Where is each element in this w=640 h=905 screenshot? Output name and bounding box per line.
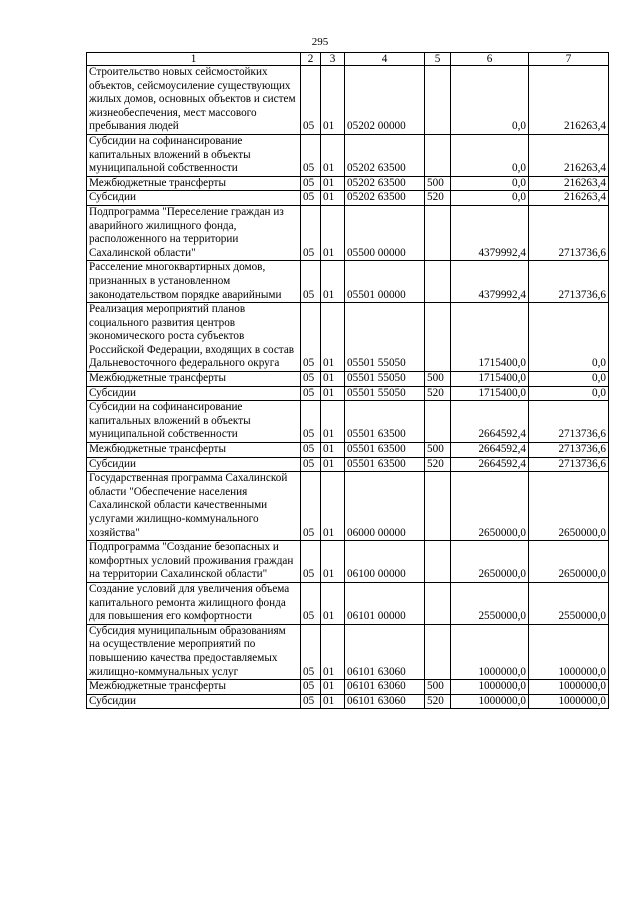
table-row bbox=[87, 261, 609, 303]
amount-year2-cell: 0,0 bbox=[529, 386, 609, 401]
table-row bbox=[87, 134, 609, 176]
subsection-code-cell: 01 bbox=[321, 472, 345, 541]
target-item-code-cell: 05202 63500 bbox=[345, 134, 425, 176]
row-name-cell: Межбюджетные трансферты bbox=[87, 443, 301, 458]
row-name-cell: Субсидии на софинансирование капитальных вложений в объекты муниципальной собственности bbox=[87, 134, 301, 176]
expense-type-code-cell bbox=[425, 582, 451, 624]
table-row bbox=[87, 372, 609, 387]
target-item-code-cell: 06101 63060 bbox=[345, 680, 425, 695]
section-code-cell: 05 bbox=[301, 191, 321, 206]
amount-year1-cell: 0,0 bbox=[451, 191, 529, 206]
amount-year1-cell: 1000000,0 bbox=[451, 624, 529, 679]
amount-year2-cell: 216263,4 bbox=[529, 191, 609, 206]
subsection-code-cell: 01 bbox=[321, 303, 345, 372]
expense-type-code-cell bbox=[425, 134, 451, 176]
amount-year1-cell: 4379992,4 bbox=[451, 261, 529, 303]
target-item-code-cell: 05501 55050 bbox=[345, 303, 425, 372]
section-code-cell: 05 bbox=[301, 541, 321, 583]
amount-year1-cell: 2664592,4 bbox=[451, 443, 529, 458]
table-row bbox=[87, 205, 609, 260]
amount-year2-cell: 2713736,6 bbox=[529, 457, 609, 472]
column-header: 2 bbox=[301, 53, 321, 66]
table-row bbox=[87, 582, 609, 624]
section-code-cell: 05 bbox=[301, 134, 321, 176]
amount-year1-cell: 2664592,4 bbox=[451, 457, 529, 472]
row-name-cell: Подпрограмма "Создание безопасных и комфортных условий проживания граждан на территории Сахалинской области" bbox=[87, 541, 301, 583]
section-code-cell: 05 bbox=[301, 401, 321, 443]
subsection-code-cell: 01 bbox=[321, 386, 345, 401]
subsection-code-cell: 01 bbox=[321, 261, 345, 303]
target-item-code-cell: 05501 55050 bbox=[345, 372, 425, 387]
amount-year1-cell: 1715400,0 bbox=[451, 303, 529, 372]
target-item-code-cell: 05501 55050 bbox=[345, 386, 425, 401]
subsection-code-cell: 01 bbox=[321, 624, 345, 679]
expense-type-code-cell: 500 bbox=[425, 176, 451, 191]
column-header: 1 bbox=[87, 53, 301, 66]
section-code-cell: 05 bbox=[301, 176, 321, 191]
table-row bbox=[87, 680, 609, 695]
expense-type-code-cell: 500 bbox=[425, 443, 451, 458]
table-row bbox=[87, 386, 609, 401]
section-code-cell: 05 bbox=[301, 386, 321, 401]
amount-year1-cell: 1715400,0 bbox=[451, 372, 529, 387]
row-name-cell: Строительство новых сейсмостойких объектов, сейсмоусиление существующих жилых домов, основных объектов и систем жизнеобеспечения, мест массового пребывания людей bbox=[87, 66, 301, 135]
column-header: 3 bbox=[321, 53, 345, 66]
target-item-code-cell: 05202 00000 bbox=[345, 66, 425, 135]
expense-type-code-cell: 520 bbox=[425, 457, 451, 472]
row-name-cell: Межбюджетные трансферты bbox=[87, 680, 301, 695]
target-item-code-cell: 05500 00000 bbox=[345, 205, 425, 260]
expense-type-code-cell: 520 bbox=[425, 191, 451, 206]
row-name-cell: Реализация мероприятий планов социального развития центров экономического роста субъектов Российской Федерации, входящих в состав Дальневосточного федерального округа bbox=[87, 303, 301, 372]
table-row bbox=[87, 624, 609, 679]
column-header: 7 bbox=[529, 53, 609, 66]
amount-year2-cell: 2713736,6 bbox=[529, 443, 609, 458]
subsection-code-cell: 01 bbox=[321, 66, 345, 135]
subsection-code-cell: 01 bbox=[321, 541, 345, 583]
row-name-cell: Субсидии bbox=[87, 386, 301, 401]
target-item-code-cell: 05501 63500 bbox=[345, 401, 425, 443]
column-header: 6 bbox=[451, 53, 529, 66]
target-item-code-cell: 05202 63500 bbox=[345, 191, 425, 206]
amount-year2-cell: 1000000,0 bbox=[529, 624, 609, 679]
amount-year2-cell: 2650000,0 bbox=[529, 472, 609, 541]
amount-year1-cell: 2650000,0 bbox=[451, 541, 529, 583]
page-number: 295 bbox=[311, 36, 329, 48]
subsection-code-cell: 01 bbox=[321, 443, 345, 458]
amount-year2-cell: 1000000,0 bbox=[529, 680, 609, 695]
table-row bbox=[87, 694, 609, 709]
subsection-code-cell: 01 bbox=[321, 191, 345, 206]
row-name-cell: Межбюджетные трансферты bbox=[87, 372, 301, 387]
row-name-cell: Создание условий для увеличения объема капитального ремонта жилищного фонда для повышения его комфортности bbox=[87, 582, 301, 624]
expense-type-code-cell bbox=[425, 303, 451, 372]
table-row bbox=[87, 541, 609, 583]
row-name-cell: Субсидии bbox=[87, 191, 301, 206]
table-row bbox=[87, 191, 609, 206]
target-item-code-cell: 06101 00000 bbox=[345, 582, 425, 624]
amount-year2-cell: 2713736,6 bbox=[529, 401, 609, 443]
amount-year1-cell: 4379992,4 bbox=[451, 205, 529, 260]
section-code-cell: 05 bbox=[301, 443, 321, 458]
column-header: 5 bbox=[425, 53, 451, 66]
section-code-cell: 05 bbox=[301, 457, 321, 472]
amount-year1-cell: 1000000,0 bbox=[451, 694, 529, 709]
table-row bbox=[87, 472, 609, 541]
target-item-code-cell: 06100 00000 bbox=[345, 541, 425, 583]
table-row bbox=[87, 457, 609, 472]
amount-year2-cell: 216263,4 bbox=[529, 176, 609, 191]
expense-type-code-cell: 500 bbox=[425, 680, 451, 695]
amount-year2-cell: 2650000,0 bbox=[529, 541, 609, 583]
table-row bbox=[87, 176, 609, 191]
section-code-cell: 05 bbox=[301, 261, 321, 303]
target-item-code-cell: 05501 00000 bbox=[345, 261, 425, 303]
amount-year2-cell: 216263,4 bbox=[529, 66, 609, 135]
section-code-cell: 05 bbox=[301, 680, 321, 695]
budget-table bbox=[86, 52, 609, 709]
expense-type-code-cell bbox=[425, 541, 451, 583]
section-code-cell: 05 bbox=[301, 66, 321, 135]
amount-year1-cell: 1715400,0 bbox=[451, 386, 529, 401]
section-code-cell: 05 bbox=[301, 582, 321, 624]
row-name-cell: Подпрограмма "Переселение граждан из аварийного жилищного фонда, расположенного на территории Сахалинской области" bbox=[87, 205, 301, 260]
amount-year2-cell: 216263,4 bbox=[529, 134, 609, 176]
expense-type-code-cell bbox=[425, 401, 451, 443]
expense-type-code-cell bbox=[425, 261, 451, 303]
subsection-code-cell: 01 bbox=[321, 582, 345, 624]
row-name-cell: Межбюджетные трансферты bbox=[87, 176, 301, 191]
table-row bbox=[87, 443, 609, 458]
subsection-code-cell: 01 bbox=[321, 457, 345, 472]
amount-year1-cell: 2550000,0 bbox=[451, 582, 529, 624]
target-item-code-cell: 05501 63500 bbox=[345, 443, 425, 458]
expense-type-code-cell bbox=[425, 472, 451, 541]
amount-year2-cell: 1000000,0 bbox=[529, 694, 609, 709]
amount-year2-cell: 2713736,6 bbox=[529, 261, 609, 303]
target-item-code-cell: 06101 63060 bbox=[345, 694, 425, 709]
amount-year1-cell: 0,0 bbox=[451, 134, 529, 176]
row-name-cell: Расселение многоквартирных домов, признанных в установленном законодательством порядке аварийными bbox=[87, 261, 301, 303]
row-name-cell: Субсидии bbox=[87, 457, 301, 472]
target-item-code-cell: 06101 63060 bbox=[345, 624, 425, 679]
amount-year2-cell: 0,0 bbox=[529, 372, 609, 387]
expense-type-code-cell bbox=[425, 624, 451, 679]
row-name-cell: Субсидия муниципальным образованиям на осуществление мероприятий по повышению качества предоставляемых жилищно-коммунальных услуг bbox=[87, 624, 301, 679]
section-code-cell: 05 bbox=[301, 694, 321, 709]
amount-year2-cell: 2713736,6 bbox=[529, 205, 609, 260]
section-code-cell: 05 bbox=[301, 303, 321, 372]
subsection-code-cell: 01 bbox=[321, 372, 345, 387]
section-code-cell: 05 bbox=[301, 624, 321, 679]
row-name-cell: Субсидии bbox=[87, 694, 301, 709]
amount-year2-cell: 0,0 bbox=[529, 303, 609, 372]
subsection-code-cell: 01 bbox=[321, 134, 345, 176]
table-header-row bbox=[87, 53, 609, 66]
expense-type-code-cell bbox=[425, 205, 451, 260]
subsection-code-cell: 01 bbox=[321, 176, 345, 191]
expense-type-code-cell: 500 bbox=[425, 372, 451, 387]
amount-year1-cell: 1000000,0 bbox=[451, 680, 529, 695]
amount-year1-cell: 0,0 bbox=[451, 176, 529, 191]
target-item-code-cell: 06000 00000 bbox=[345, 472, 425, 541]
amount-year1-cell: 0,0 bbox=[451, 66, 529, 135]
section-code-cell: 05 bbox=[301, 205, 321, 260]
amount-year1-cell: 2664592,4 bbox=[451, 401, 529, 443]
subsection-code-cell: 01 bbox=[321, 205, 345, 260]
amount-year1-cell: 2650000,0 bbox=[451, 472, 529, 541]
subsection-code-cell: 01 bbox=[321, 694, 345, 709]
table-row bbox=[87, 401, 609, 443]
row-name-cell: Государственная программа Сахалинской области "Обеспечение населения Сахалинской области качественными услугами жилищно-коммунального хозяйства" bbox=[87, 472, 301, 541]
section-code-cell: 05 bbox=[301, 472, 321, 541]
subsection-code-cell: 01 bbox=[321, 680, 345, 695]
target-item-code-cell: 05202 63500 bbox=[345, 176, 425, 191]
expense-type-code-cell bbox=[425, 66, 451, 135]
subsection-code-cell: 01 bbox=[321, 401, 345, 443]
section-code-cell: 05 bbox=[301, 372, 321, 387]
target-item-code-cell: 05501 63500 bbox=[345, 457, 425, 472]
column-header: 4 bbox=[345, 53, 425, 66]
table-row bbox=[87, 303, 609, 372]
row-name-cell: Субсидии на софинансирование капитальных вложений в объекты муниципальной собственности bbox=[87, 401, 301, 443]
expense-type-code-cell: 520 bbox=[425, 386, 451, 401]
amount-year2-cell: 2550000,0 bbox=[529, 582, 609, 624]
table-row bbox=[87, 66, 609, 135]
expense-type-code-cell: 520 bbox=[425, 694, 451, 709]
